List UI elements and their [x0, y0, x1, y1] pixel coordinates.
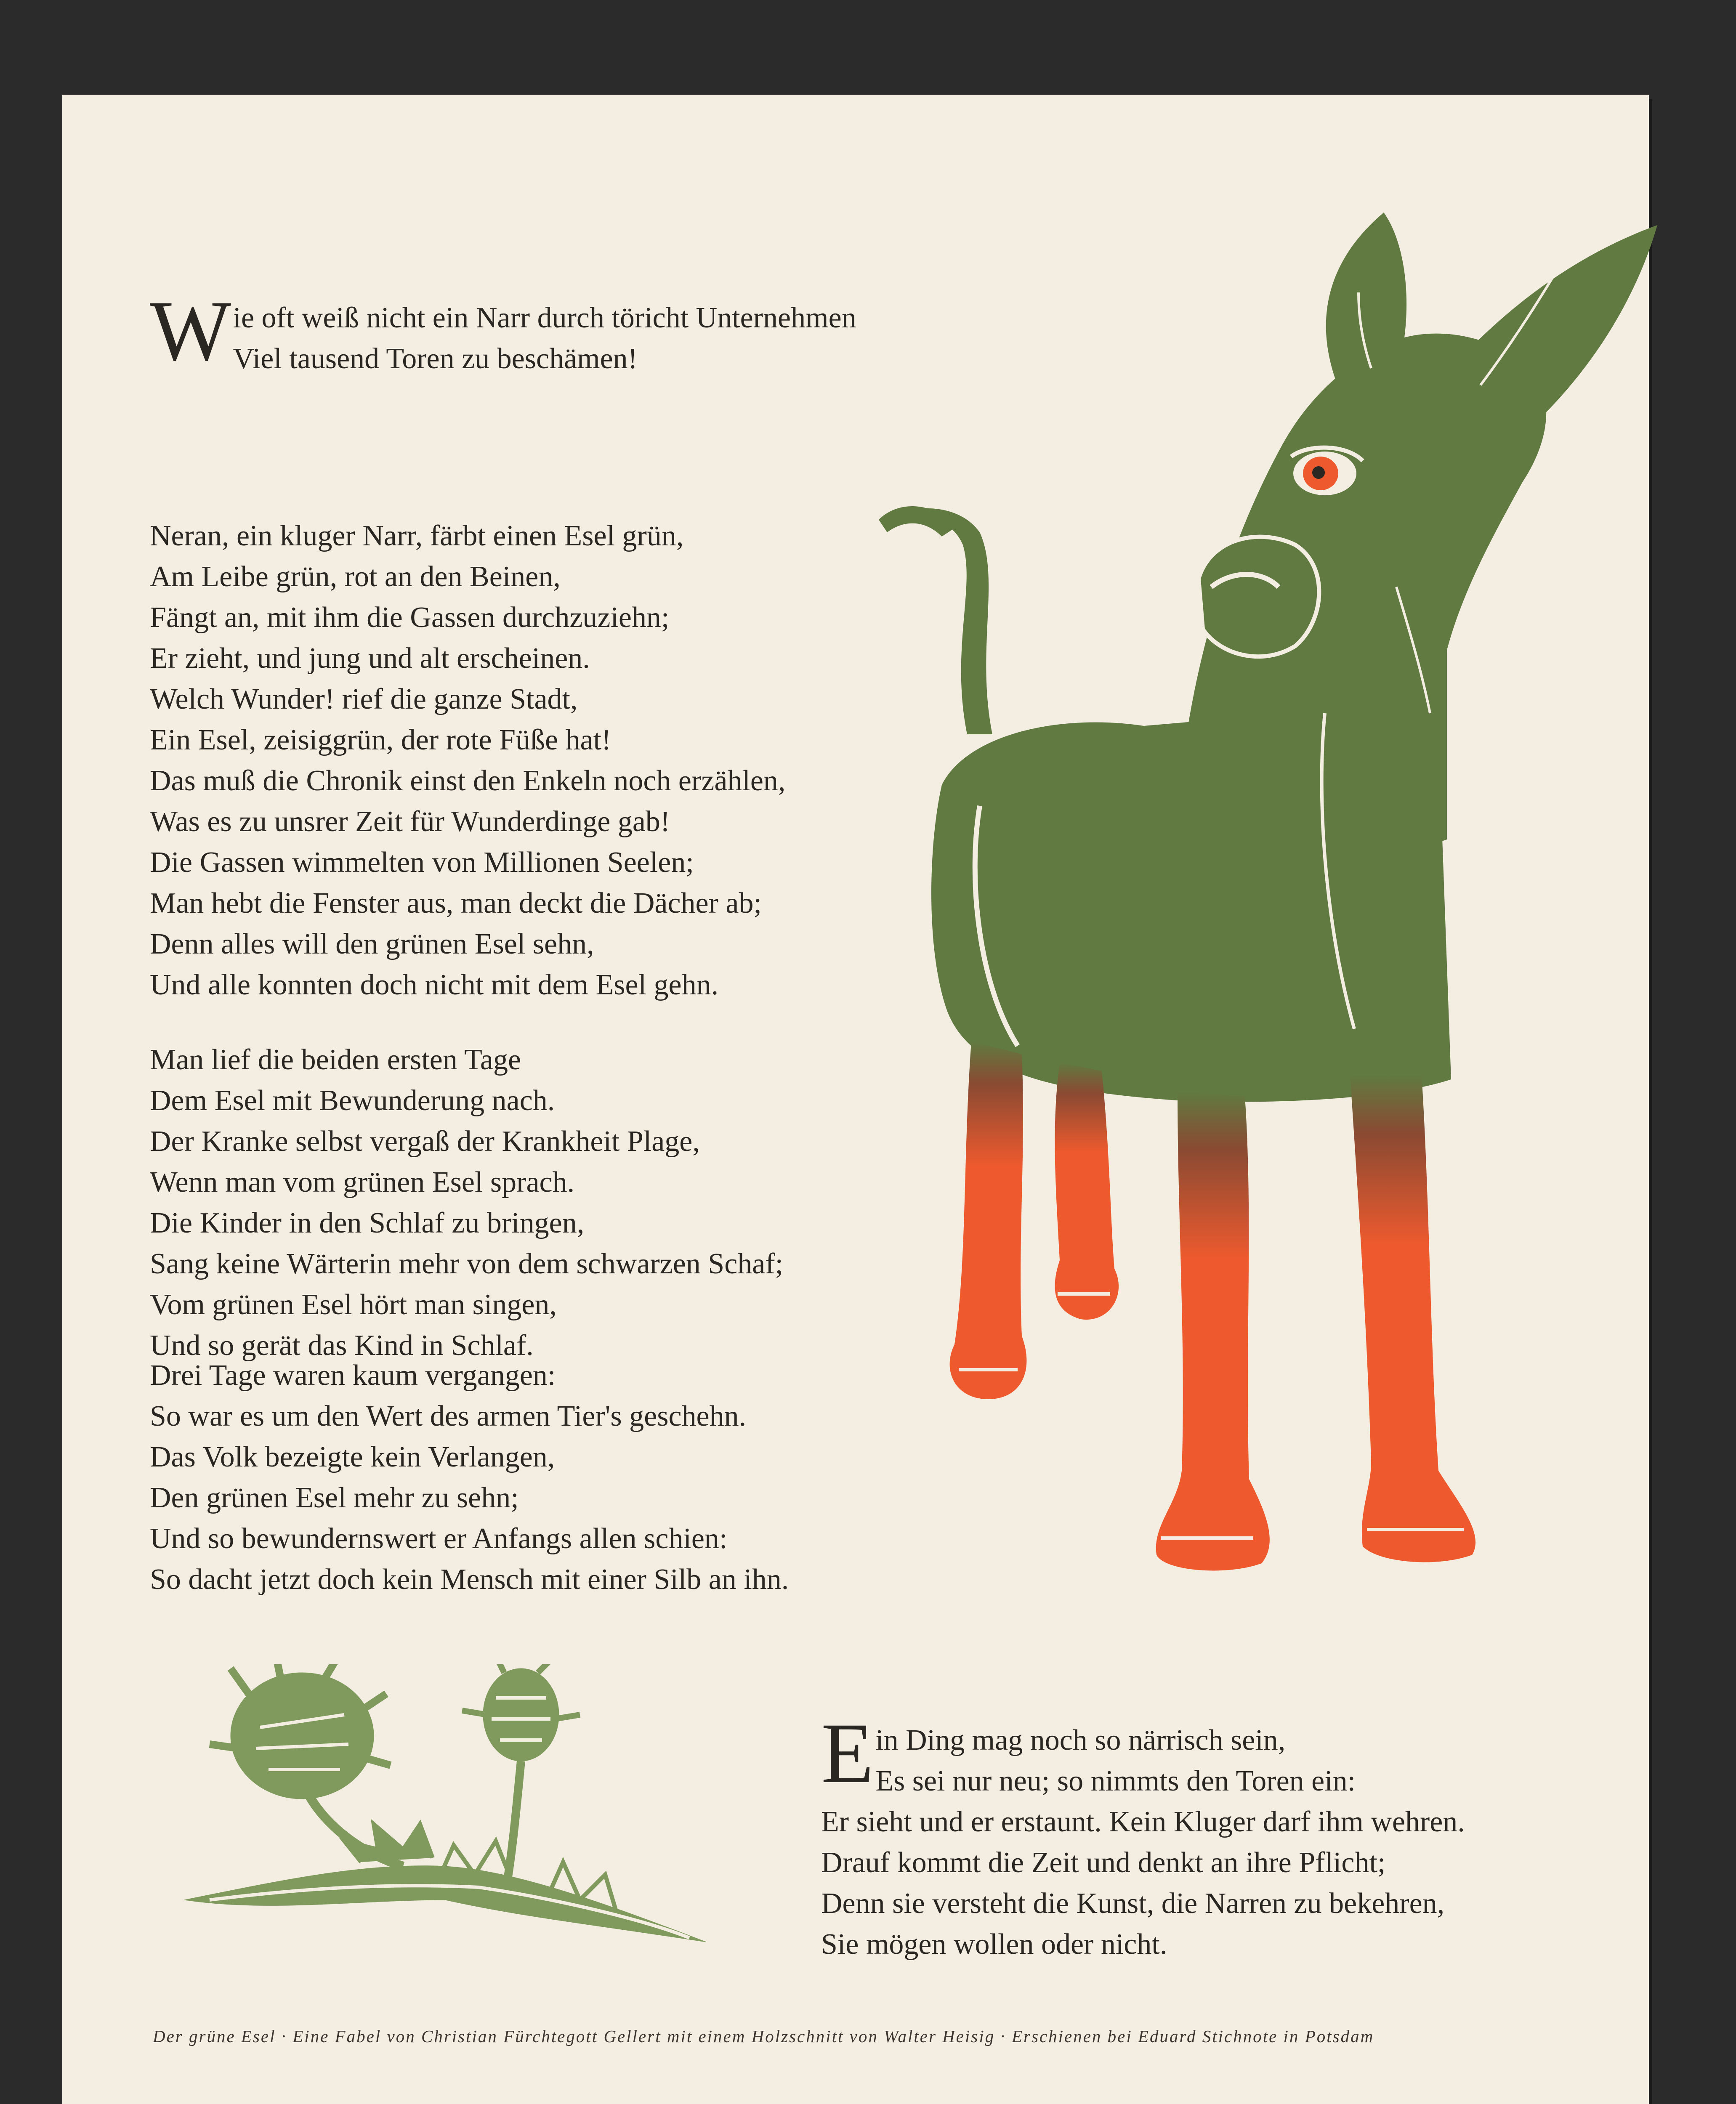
- paper-sheet: [62, 95, 1649, 2104]
- stanza-2: Man lief die beiden ersten Tage Dem Esel mit Bewunderung nach. Der Kranke selbst vergaß der Krankheit Plage, Wenn man vom grünen Esel sprach. Die Kinder in den Schlaf zu bringen, Sang keine Wärterin mehr von dem schwarzen Schaf; Vom grünen Esel hört man singen, Und so gerät das Kind in Schlaf.: [150, 1044, 784, 1362]
- colophon: Der grüne Esel · Eine Fabel von Christian Fürchtegott Gellert mit einem Holzschnitt von Walter Heisig · Erschienen bei Eduard Stichnote in Potsdam: [153, 2027, 1374, 2046]
- stanza-1: Neran, ein kluger Narr, färbt einen Esel grün, Am Leibe grün, rot an den Beinen, Fängt an, mit ihm die Gassen durchzuziehn; Er zieht, und jung und alt erscheinen. Welch Wunder! rief die ganze Stadt, Ein Esel, zeisiggrün, der rote Füße hat! Das muß die Chronik einst den Enkeln noch erzählen, Was es zu unsrer Zeit für Wunderdinge gab! Die Gassen wimmelten von Millionen Seelen; Man hebt die Fenster aus, man deckt die Dächer ab; Denn alles will den grünen Esel sehn, Und alle konnten doch nicht mit dem Esel gehn.: [150, 520, 786, 1001]
- stanza-3: Drei Tage waren kaum vergangen: So war es um den Wert des armen Tier's geschehn. Das Volk bezeigte kein Verlangen, Den grünen Esel mehr zu sehn; Und so bewundernswert er Anfangs allen schien: So dacht jetzt doch kein Mensch mit einer Silb an ihn.: [150, 1359, 789, 1596]
- dropcap-e: E: [821, 1706, 874, 1801]
- dropcap-w: W: [150, 283, 231, 379]
- closing-text: in Ding mag noch so närrisch sein, Es sei nur neu; so nimmts den Toren ein: Er sieht und er erstaunt. Kein Kluger darf ihm wehren. Drauf kommt die Zeit und denkt an ihre Pflicht; Denn sie versteht die Kunst, die Narren zu bekehren, Sie mögen wollen oder nicht.: [821, 1724, 1465, 1961]
- intro-text: ie oft weiß nicht ein Narr durch töricht Unternehmen Viel tausend Toren zu beschämen!: [233, 302, 856, 375]
- thistle-woodcut: [184, 1664, 715, 1950]
- closing-verse: [821, 1679, 1642, 1965]
- donkey-woodcut: [841, 208, 1662, 1660]
